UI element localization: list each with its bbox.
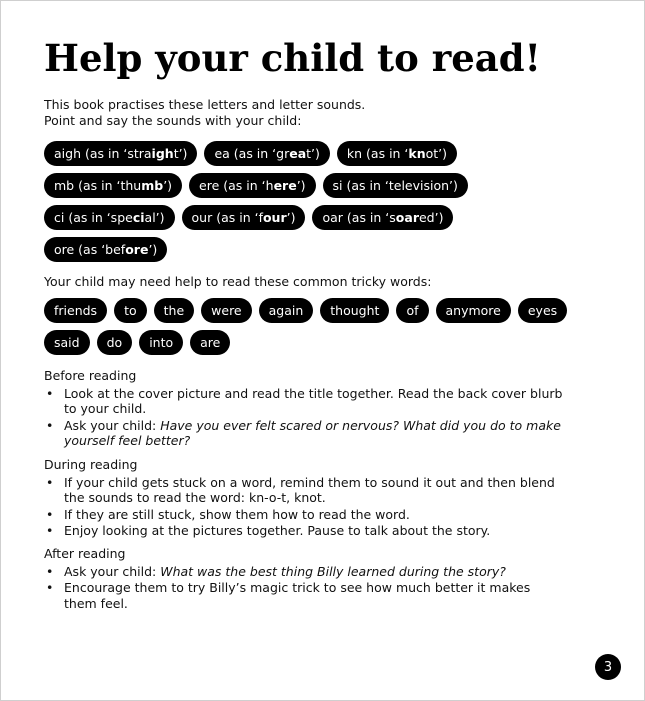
sound-highlight: oar xyxy=(395,210,419,225)
sound-pill-aigh xyxy=(44,141,197,166)
sound-highlight: ore xyxy=(125,242,149,257)
sound-text: sion’) xyxy=(423,178,458,193)
sound-text: oar (as in ‘s xyxy=(322,210,396,225)
sound-text: ’) xyxy=(163,178,173,193)
sound-pill-our xyxy=(182,205,306,230)
sound-text: t’) xyxy=(306,146,320,161)
word-pill: said xyxy=(44,330,90,355)
list-item xyxy=(44,564,564,580)
sound-highlight: kn xyxy=(408,146,426,161)
sound-pill-kn xyxy=(337,141,457,166)
sound-highlight: ere xyxy=(273,178,297,193)
list-item-question: What was the best thing Billy learned during the story? xyxy=(160,563,506,579)
page-number-badge: 3 xyxy=(595,654,621,680)
list-item: • If your child gets stuck on a word, remind them to sound it out and then blend the sounds to read the word: kn-o-t, knot. xyxy=(44,475,564,506)
list-item-question: Have you ever felt scared or nervous? What did you do to make yourself feel better? xyxy=(64,417,561,448)
sound-highlight: our xyxy=(262,210,287,225)
after-reading-section xyxy=(44,546,564,612)
word-pill: thought xyxy=(320,298,389,323)
sound-pill-ere xyxy=(189,173,316,198)
during-reading-section xyxy=(44,457,564,540)
sound-pill-ore xyxy=(44,237,167,262)
before-reading-heading: Before reading xyxy=(44,368,137,383)
sound-text: t’) xyxy=(173,146,188,161)
word-pill: were xyxy=(201,298,251,323)
word-pill: friends xyxy=(44,298,107,323)
intro-text xyxy=(44,97,365,129)
sound-text: ’) xyxy=(148,242,158,257)
sound-highlight: ea xyxy=(289,146,307,161)
sound-highlight: mb xyxy=(141,178,164,193)
sound-pill-si xyxy=(323,173,468,198)
word-pill: to xyxy=(114,298,147,323)
word-pill: do xyxy=(97,330,133,355)
sound-pill-ea xyxy=(204,141,329,166)
list-item-text: Ask your child: xyxy=(64,417,161,433)
page-title: Help your child to read! xyxy=(44,36,541,80)
before-reading-list xyxy=(44,386,564,449)
word-pill: are xyxy=(190,330,230,355)
sound-text: ’) xyxy=(286,210,296,225)
sound-text: vi xyxy=(412,178,424,193)
sound-text: aigh (as in ‘stra xyxy=(54,146,152,161)
list-item-text: Ask your child: xyxy=(64,563,161,579)
sound-text: ’) xyxy=(296,178,306,193)
sound-text: ci (as in ‘spe xyxy=(54,210,133,225)
sound-text: ot’) xyxy=(425,146,448,161)
list-item: • If they are still stuck, show them how to read the word. xyxy=(44,507,564,523)
sound-pill-mb xyxy=(44,173,182,198)
sound-text: ore (as ‘bef xyxy=(54,242,126,257)
word-pill: eyes xyxy=(518,298,567,323)
during-reading-heading: During reading xyxy=(44,457,138,472)
list-item: • Encourage them to try Billy’s magic trick to see how much better it makes them feel. xyxy=(44,580,564,611)
word-pill: the xyxy=(154,298,195,323)
sound-highlight: igh xyxy=(151,146,174,161)
before-reading-section xyxy=(44,368,564,450)
tricky-words-label: Your child may need help to read these common tricky words: xyxy=(44,274,432,289)
sound-text: ea (as in ‘gr xyxy=(214,146,290,161)
word-pill: of xyxy=(396,298,428,323)
list-item: • Enjoy looking at the pictures together. Pause to talk about the story. xyxy=(44,523,564,539)
intro-line-1: This book practises these letters and letter sounds. xyxy=(44,97,366,112)
sound-text: our (as in ‘f xyxy=(191,210,263,225)
sound-text: ere (as in ‘h xyxy=(199,178,274,193)
sound-highlight: ci xyxy=(132,210,145,225)
word-pill: anymore xyxy=(436,298,511,323)
sound-text: mb (as in ‘thu xyxy=(54,178,142,193)
sound-text: al’) xyxy=(144,210,165,225)
after-reading-heading: After reading xyxy=(44,546,126,561)
letter-sounds-list xyxy=(44,141,514,262)
during-reading-list xyxy=(44,475,564,539)
after-reading-list xyxy=(44,564,564,612)
sound-pill-oar xyxy=(312,205,453,230)
word-pill: again xyxy=(259,298,314,323)
sound-text: si (as in ‘tele xyxy=(332,178,413,193)
list-item xyxy=(44,418,564,449)
sound-text: kn (as in ‘ xyxy=(346,146,409,161)
sound-pill-ci xyxy=(44,205,175,230)
intro-line-2: Point and say the sounds with your child: xyxy=(44,113,302,128)
tricky-words-list xyxy=(44,298,604,355)
list-item: • Look at the cover picture and read the title together. Read the back cover blurb to your child. xyxy=(44,386,564,417)
sound-text: ed’) xyxy=(418,210,444,225)
word-pill: into xyxy=(139,330,183,355)
